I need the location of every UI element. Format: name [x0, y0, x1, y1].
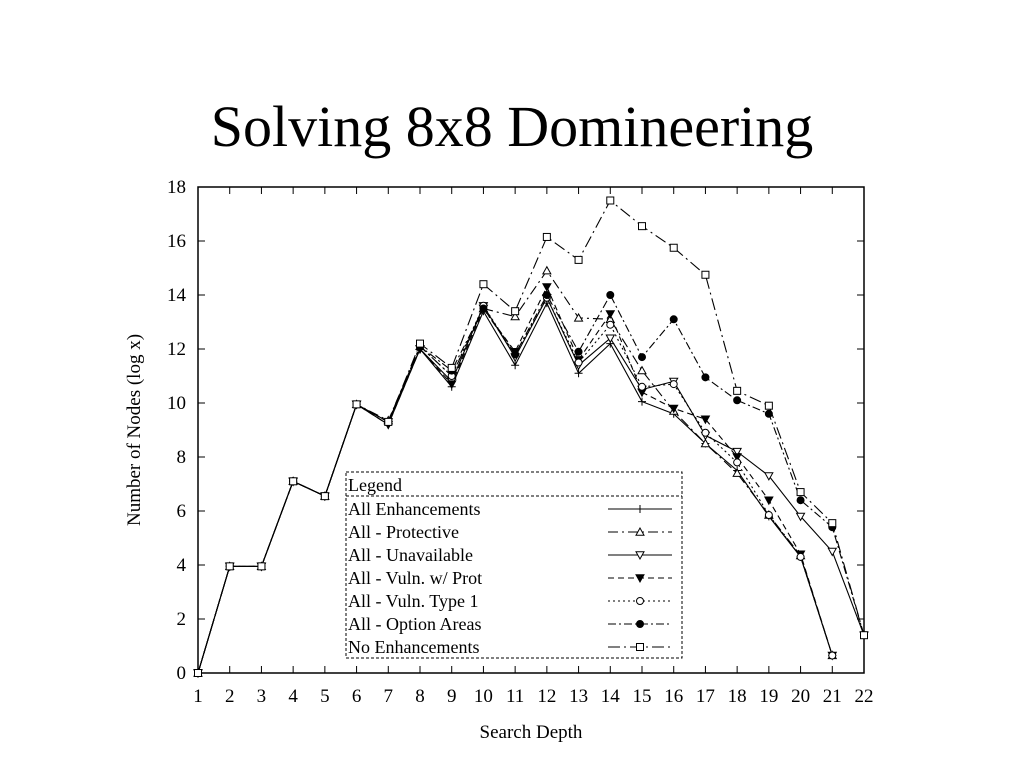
- y-tick-label: 4: [176, 555, 186, 576]
- x-tick-label: 10: [473, 686, 493, 707]
- x-tick-label: 3: [256, 686, 267, 707]
- data-point: [638, 367, 646, 374]
- legend-title: Legend: [348, 475, 402, 495]
- data-point: [607, 197, 614, 204]
- data-point: [828, 548, 836, 555]
- y-tick-label: 2: [176, 609, 186, 630]
- legend-label: All - Unavailable: [348, 545, 473, 565]
- x-tick-label: 18: [727, 686, 747, 707]
- data-point: [417, 340, 424, 347]
- data-point: [512, 308, 519, 315]
- data-point: [606, 311, 614, 318]
- x-tick-label: 22: [854, 686, 874, 707]
- data-point: [226, 563, 233, 570]
- x-tick-label: 6: [351, 686, 362, 707]
- legend-label: All - Protective: [348, 522, 459, 542]
- legend-label: All - Vuln. Type 1: [348, 591, 479, 611]
- data-point: [670, 244, 677, 251]
- y-tick-label: 16: [167, 231, 186, 252]
- data-point: [797, 489, 804, 496]
- data-point: [448, 364, 455, 371]
- data-point: [511, 361, 519, 369]
- data-point: [385, 418, 392, 425]
- data-point: [543, 292, 550, 299]
- data-point: [575, 256, 582, 263]
- data-point: [734, 397, 741, 404]
- x-tick-label: 16: [664, 686, 684, 707]
- data-point: [575, 359, 582, 366]
- data-point: [639, 223, 646, 230]
- data-point: [480, 305, 487, 312]
- legend-label: All - Option Areas: [348, 614, 482, 634]
- x-tick-label: 17: [695, 686, 715, 707]
- data-point: [702, 271, 709, 278]
- legend-label: No Enhancements: [348, 637, 480, 657]
- data-point: [258, 563, 265, 570]
- data-point: [512, 351, 519, 358]
- y-tick-label: 12: [167, 339, 186, 360]
- data-point: [861, 632, 868, 639]
- legend-marker: [637, 598, 644, 605]
- data-point: [639, 383, 646, 390]
- y-tick-label: 8: [176, 447, 186, 468]
- x-tick-label: 19: [759, 686, 779, 707]
- data-point: [670, 316, 677, 323]
- data-point: [797, 497, 804, 504]
- data-point: [480, 281, 487, 288]
- x-axis-title: Search Depth: [479, 722, 583, 743]
- data-point: [702, 429, 709, 436]
- x-tick-label: 21: [822, 686, 842, 707]
- data-point: [543, 267, 551, 274]
- x-tick-label: 4: [288, 686, 298, 707]
- y-tick-label: 14: [167, 285, 186, 306]
- y-axis-title: Number of Nodes (log x): [124, 333, 145, 527]
- data-point: [543, 284, 551, 291]
- x-tick-label: 11: [505, 686, 525, 707]
- x-tick-label: 9: [446, 686, 457, 707]
- data-point: [543, 233, 550, 240]
- data-point: [575, 348, 582, 355]
- slide-title: Solving 8x8 Domineering: [210, 94, 814, 159]
- y-tick-label: 6: [176, 501, 186, 522]
- y-tick-label: 18: [167, 177, 186, 198]
- x-tick-label: 7: [383, 686, 394, 707]
- data-point: [829, 652, 836, 659]
- legend: [346, 472, 682, 658]
- x-tick-label: 2: [224, 686, 235, 707]
- legend-marker: [637, 621, 644, 628]
- data-point: [734, 459, 741, 466]
- y-tick-label: 10: [167, 393, 186, 414]
- legend-marker: [637, 644, 644, 651]
- data-point: [829, 520, 836, 527]
- data-point: [765, 512, 772, 519]
- y-tick-label: 0: [176, 663, 186, 684]
- x-tick-label: 14: [600, 686, 620, 707]
- data-point: [670, 381, 677, 388]
- data-point: [290, 478, 297, 485]
- legend-label: All - Vuln. w/ Prot: [348, 568, 483, 588]
- x-tick-label: 20: [791, 686, 811, 707]
- data-point: [765, 402, 772, 409]
- x-tick-label: 1: [193, 686, 203, 707]
- data-point: [195, 670, 202, 677]
- legend-label: All Enhancements: [348, 499, 481, 519]
- data-point: [607, 292, 614, 299]
- data-point: [734, 387, 741, 394]
- data-point: [638, 398, 646, 406]
- data-point: [607, 321, 614, 328]
- data-point: [353, 401, 360, 408]
- x-tick-label: 8: [415, 686, 425, 707]
- x-tick-label: 12: [537, 686, 557, 707]
- data-point: [765, 497, 773, 504]
- data-point: [321, 493, 328, 500]
- x-tick-label: 5: [320, 686, 330, 707]
- x-tick-label: 15: [632, 686, 652, 707]
- data-point: [639, 354, 646, 361]
- data-point: [702, 374, 709, 381]
- x-tick-label: 13: [569, 686, 589, 707]
- data-point: [797, 553, 804, 560]
